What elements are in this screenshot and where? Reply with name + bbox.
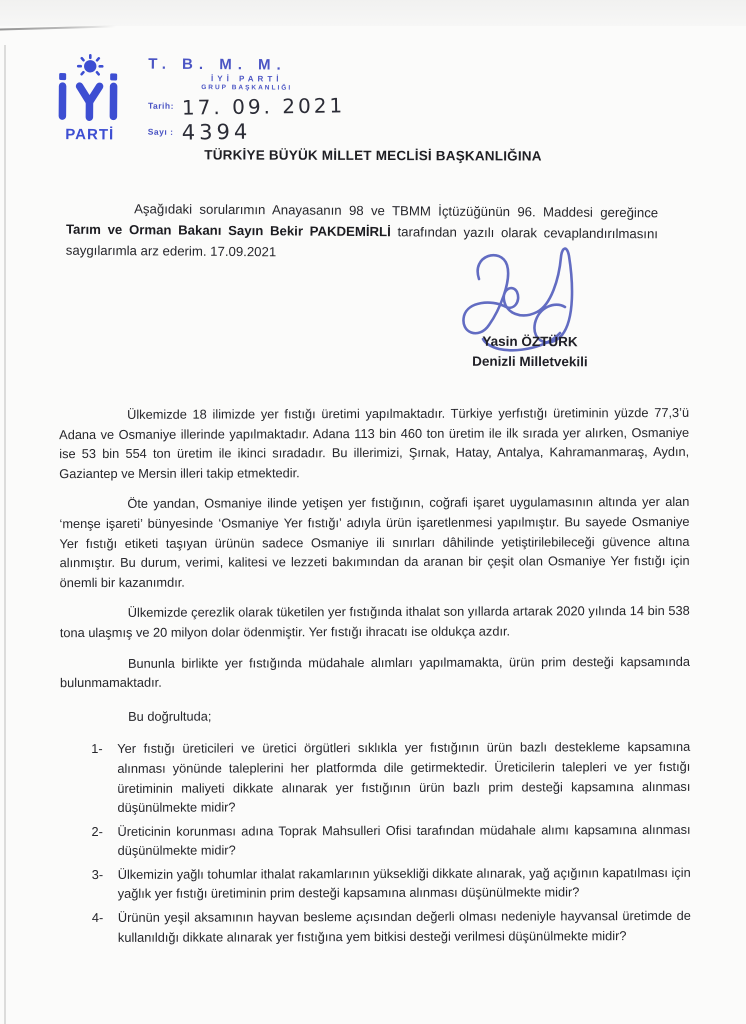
question-text: Üreticinin korunması adına Toprak Mahsulleri Ofisi tarafından müdahale alımı kapsamına alınması düşünülmekte midir?	[117, 821, 691, 859]
question-number: 2-	[91, 823, 103, 839]
question-item-3	[61, 863, 691, 904]
stamp-number-label: Sayı :	[147, 126, 174, 137]
question-number: 1-	[91, 741, 103, 757]
question-number: 3-	[91, 866, 104, 882]
question-item-4	[61, 906, 691, 947]
question-text: Ülkemizin yağlı tohumlar ithalat rakamlarının yüksekliği dikkate alınarak, yağ açığının kapatılması için yağlık yer fıstığı üretiminin prim desteği kapsamına alınması düşünülmekte midir?	[117, 864, 691, 902]
paragraph-production: Ülkemizde 18 ilimizde yer fıstığı üretimi yapılmaktadır. Türkiye yerfıstığı üretiminin yüzde 77,3’ü Adana ve Osmaniye illerinde yapılmaktadır. Adana 113 bin 460 ton üretim ile ilk sırada yer alırken, Osmaniye ise 53 bin 554 ton üretim ile ikinci sıradadır. Bu illerimizi, Şırnak, Hatay, Antalya, Kahramanmaraş, Aydın, Gaziantep ve Mersin illeri takip etmektedir.	[59, 404, 690, 481]
stamp-org-line: T. B. M. M.	[148, 55, 287, 74]
iyi-parti-logo	[46, 53, 135, 146]
signer-block	[425, 331, 635, 372]
intro-post: tarafından yazılı olarak cevaplandırılmasını saygılarımla arz ederim. 17.09.2021	[65, 224, 659, 260]
question-list	[60, 737, 691, 947]
handwritten-number: 4394	[181, 119, 252, 145]
question-item-1	[60, 737, 690, 818]
paragraph-import: Ülkemizde çerezlik olarak tüketilen yer fıstığında ithalat son yıllarda artarak 2020 yılında 14 bin 538 tona ulaşmış ve 20 milyon dolar ödenmiştir. Yer fıstığı ihracatı ise oldukça azdır.	[59, 603, 690, 641]
sun-icon	[78, 55, 102, 74]
document-body	[59, 403, 691, 951]
tbmm-group-stamp	[148, 54, 346, 144]
signer-role: Denizli Milletvekili	[472, 353, 588, 370]
question-number: 4-	[91, 910, 104, 926]
stamp-unit-line: GRUP BAŞKANLIĞI	[201, 84, 293, 92]
scan-edge-line	[0, 25, 116, 30]
letterhead	[46, 53, 346, 147]
paragraph-geographic-mark: Öte yandan, Osmaniye ilinde yetişen yer fıstığının, coğrafi işaret uygulamasının altında yer alan ‘menşe işareti’ bünyesinde ‘Osmaniye Yer fıstığı’ adıyla ürün işaretlenmesi yapılmıştır. Bu sayede Osmaniye Yer fıstığı etiketi taşıyan ürünün sadece Osmaniye ili sınırları dâhilinde yetiştirilebileceği güvence altına alınmıştır. Bu durum, verimi, kalitesi ve lezzeti bakımından da aranan bir çeşit olan Osmaniye Yer fıstığı için önemli bir kazanımdır.	[59, 494, 690, 590]
question-text: Yer fıstığı üreticileri ve üretici örgütleri sıklıkla yer fıstığının ürün bazlı destekleme kapsamına alınması yönünde taleplerini her platformda dile getirmektedir. Üreticilerin talepleri ve yer fıstığı üretiminin maliyeti dikkate alınarak yer fıstığının ürün bazlı prim desteği kapsamına alınması düşünülmekte midir?	[117, 739, 691, 815]
question-item-2	[61, 820, 691, 861]
signer-name: Yasin ÖZTÜRK	[482, 333, 578, 350]
question-text: Ürünün yeşil aksamının hayvan besleme açısından değerli olması nedeniyle hayvansal üretimde de kullanıldığı dikkate alınarak yer fıstığına yem bitkisi desteği verilmesi düşünülmekte midir?	[117, 907, 691, 945]
logo-letters-iyi	[59, 73, 117, 117]
paragraph-no-support: Bununla birlikte yer fıstığında müdahale alımları yapılmamakta, ürün prim desteği kapsamında bulunmamaktadır.	[59, 653, 690, 691]
stamp-date-label: Tarih:	[147, 100, 174, 111]
handwritten-date: 17. 09. 2021	[181, 93, 346, 120]
lead-in-line: Bu doğrultuda;	[128, 708, 212, 724]
logo-party-word: PARTİ	[65, 126, 115, 144]
intro-minister-bold: Tarım ve Orman Bakanı Sayın Bekir PAKDEMİRLİ	[65, 221, 391, 240]
scan-artifact-top	[0, 0, 746, 26]
intro-pre: Aşağıdaki sorularımın Anayasanın 98 ve TBMM İçtüzüğünün 96. Maddesi gereğince	[134, 201, 659, 221]
document-title: TÜRKİYE BÜYÜK MİLLET MECLİSİ BAŞKANLIĞINA	[204, 147, 542, 164]
stamp-party-line: İYİ PARTİ	[211, 74, 283, 84]
scan-edge-left	[4, 45, 6, 1024]
